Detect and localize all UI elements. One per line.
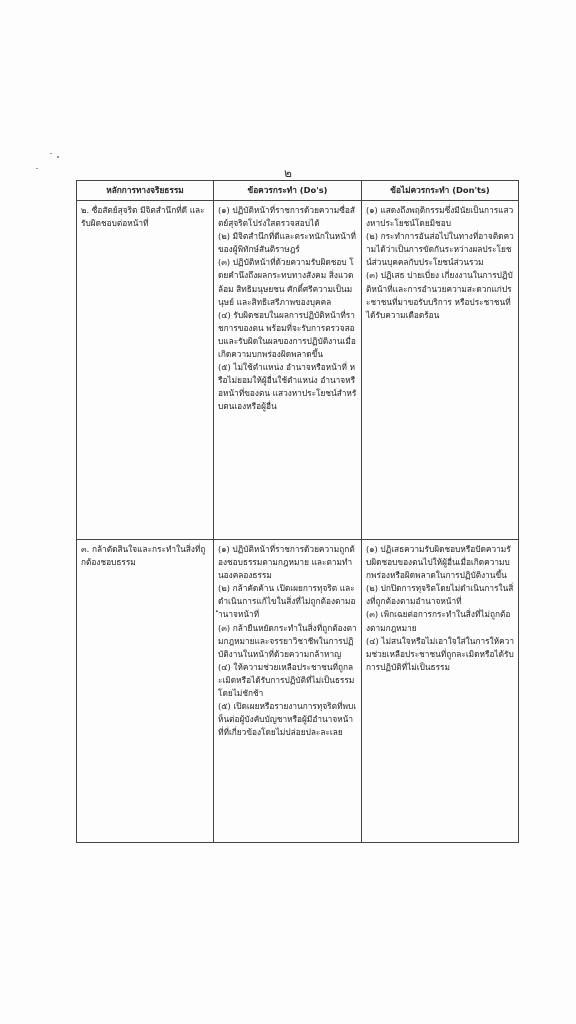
dos-item: (๓) กล้ายืนหยัดกระทำในสิ่งที่ถูกต้องตามกฎหมายและจรรยาวิชาชีพในการปฏิบัติงานในหน้าที่ด้วยความกล้าหาญ <box>218 622 357 659</box>
donts-cell <box>362 201 519 540</box>
dos-item: (๕) ไม่ใช้ตำแหน่ง อำนาจหรือหน้าที่ หรือไม่ยอมให้ผู้อื่นใช้ตำแหน่ง อำนาจหรือหน้าที่ของตน แสวงหาประโยชน์สำหรับตนเองหรือผู้อื่น <box>218 362 357 412</box>
table-header-row <box>77 181 519 201</box>
dos-item: (๑) ปฏิบัติหน้าที่ราชการด้วยความถูกต้องชอบธรรมตามกฎหมาย และตามทำนองคลองธรรม <box>218 544 355 581</box>
header-donts: ข้อไม่ควรกระทำ (Don'ts) <box>362 181 519 201</box>
dos-item: (๕) เปิดเผยหรือรายงานการทุจริตที่พบเห็นต่อผู้บังคับบัญชาหรือผู้มีอำนาจหน้าที่ที่เกี่ยวข้องโดยไม่ปล่อยปละละเลย <box>218 701 357 738</box>
scan-speck <box>57 156 59 158</box>
dos-item: (๔) รับผิดชอบในผลการปฏิบัติหน้าที่ราชการของตน พร้อมที่จะรับการตรวจสอบและรับผิดในผลของการปฏิบัติงานเมื่อเกิดความบกพร่องผิดพลาดขึ้น <box>218 309 356 360</box>
header-dos: ข้อควรกระทำ (Do's) <box>214 181 362 201</box>
dos-item: (๑) ปฏิบัติหน้าที่ราชการด้วยความซื่อสัตย์สุจริตโปร่งใสตรวจสอบได้ <box>218 205 355 229</box>
dos-item: (๒) กล้าคัดค้าน เปิดเผยการทุจริต และดำเนินการแก้ไขในสิ่งที่ไม่ถูกต้องตามอำนาจหน้าที่ <box>218 583 356 620</box>
donts-item: (๒) ปกปิดการทุจริตโดยไม่ดำเนินการในสิ่งที่ถูกต้องตามอำนาจหน้าที่ <box>366 583 514 607</box>
donts-item: (๒) กระทำการอันส่อไปในทางที่อาจติดความได้ว่าเป็นการขัดกันระหว่างผลประโยชน์ส่วนบุคคลกับประโยชน์ส่วนรวม <box>366 231 514 268</box>
donts-item: (๓) ปฏิเสธ บ่ายเบี่ยง เกี่ยงงานในการปฏิบัติหน้าที่และการอำนวยความสะดวกแก่ประชาชนที่มาขอรับบริการ หรือประชาชนที่ได้รับความเดือดร้อน <box>366 270 513 320</box>
donts-item: (๑) ปฏิเสธความรับผิดชอบหรือปัดความรับผิดชอบของตนไปให้ผู้อื่นเมื่อเกิดความบกพร่องหรือผิดพลาดในการปฏิบัติงานขึ้น <box>366 544 511 581</box>
donts-item: (๔) ไม่สนใจหรือไม่เอาใจใส่ในการให้ความช่วยเหลือประชาชนที่ถูกละเมิดหรือได้รับการปฏิบัติที่ไม่เป็นธรรม <box>366 635 514 672</box>
principle-cell <box>77 201 214 540</box>
scan-speck <box>50 153 52 154</box>
dos-cell <box>214 201 362 540</box>
principle-cell <box>77 540 214 843</box>
ethics-table <box>76 180 519 843</box>
dos-item: (๒) มีจิตสำนึกที่ดีและตระหนักในหน้าที่ของผู้พิทักษ์สันติราษฎร์ <box>218 231 356 255</box>
principle-text: ๓. กล้าตัดสินใจและกระทำในสิ่งที่ถูกต้องชอบธรรม <box>81 544 206 568</box>
donts-item: (๓) เพิกเฉยต่อการกระทำในสิ่งที่ไม่ถูกต้องตามกฎหมาย <box>366 609 511 633</box>
donts-cell <box>362 540 519 843</box>
table-row <box>77 201 519 540</box>
dos-cell <box>214 540 362 843</box>
dos-item: (๔) ให้ความช่วยเหลือประชาชนที่ถูกละเมิดหรือได้รับการปฏิบัติที่ไม่เป็นธรรมโดยไม่ชักช้า <box>218 661 355 699</box>
table-row <box>77 540 519 843</box>
dos-item: (๓) ปฏิบัติหน้าที่ด้วยความรับผิดชอบ โดยคำนึงถึงผลกระทบทางสังคม สิ่งแวดล้อม สิทธิมนุษยชน ศักดิ์ศรีความเป็นมนุษย์ และสิทธิเสรีภาพของบุคคล <box>218 257 354 307</box>
header-principle: หลักการทางจริยธรรม <box>77 181 214 201</box>
principle-text: ๒. ซื่อสัตย์สุจริต มีจิตสำนึกที่ดี และรับผิดชอบต่อหน้าที่ <box>81 205 205 229</box>
donts-item: (๑) แสดงถึงพฤติกรรมซึ่งมีนัยเป็นการแสวงหาประโยชน์โดยมิชอบ <box>366 205 514 229</box>
page-number: ๒ <box>284 166 292 180</box>
